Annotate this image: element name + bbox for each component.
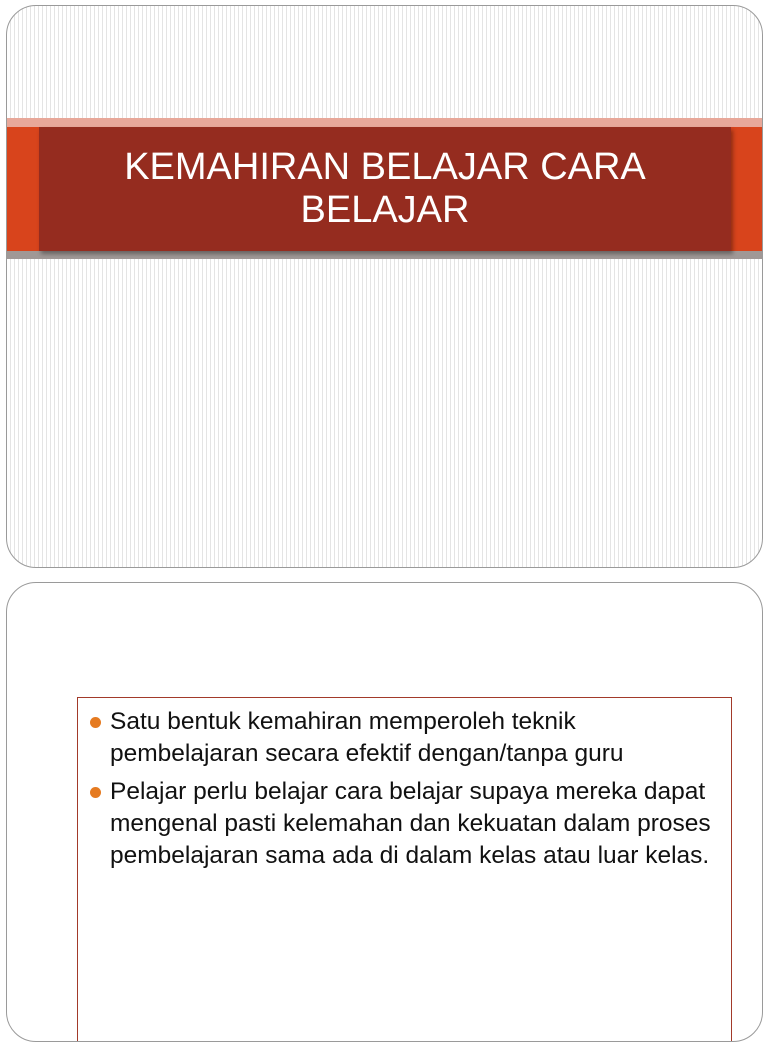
bullet-text: Pelajar perlu belajar cara belajar supaya mereka dapat mengenal pasti kelemahan dan kekuatan dalam proses pembelajaran sama ada di dalam kelas atau luar kelas. xyxy=(110,778,711,869)
title-slide xyxy=(6,5,763,568)
title-band-top xyxy=(7,118,762,127)
bullet-dot-icon xyxy=(90,787,101,798)
bullet-list xyxy=(90,706,717,872)
slide-title: KEMAHIRAN BELAJAR CARA BELAJAR xyxy=(124,146,646,231)
title-band-shadow xyxy=(7,251,762,259)
bullet-item xyxy=(90,776,717,872)
bullet-text: Satu bentuk kemahiran memperoleh teknik pembelajaran secara efektif dengan/tanpa guru xyxy=(110,708,624,767)
title-box xyxy=(39,127,731,251)
content-slide xyxy=(6,582,763,1042)
bullet-item xyxy=(90,706,717,770)
content-box xyxy=(77,697,732,1042)
bullet-dot-icon xyxy=(90,717,101,728)
